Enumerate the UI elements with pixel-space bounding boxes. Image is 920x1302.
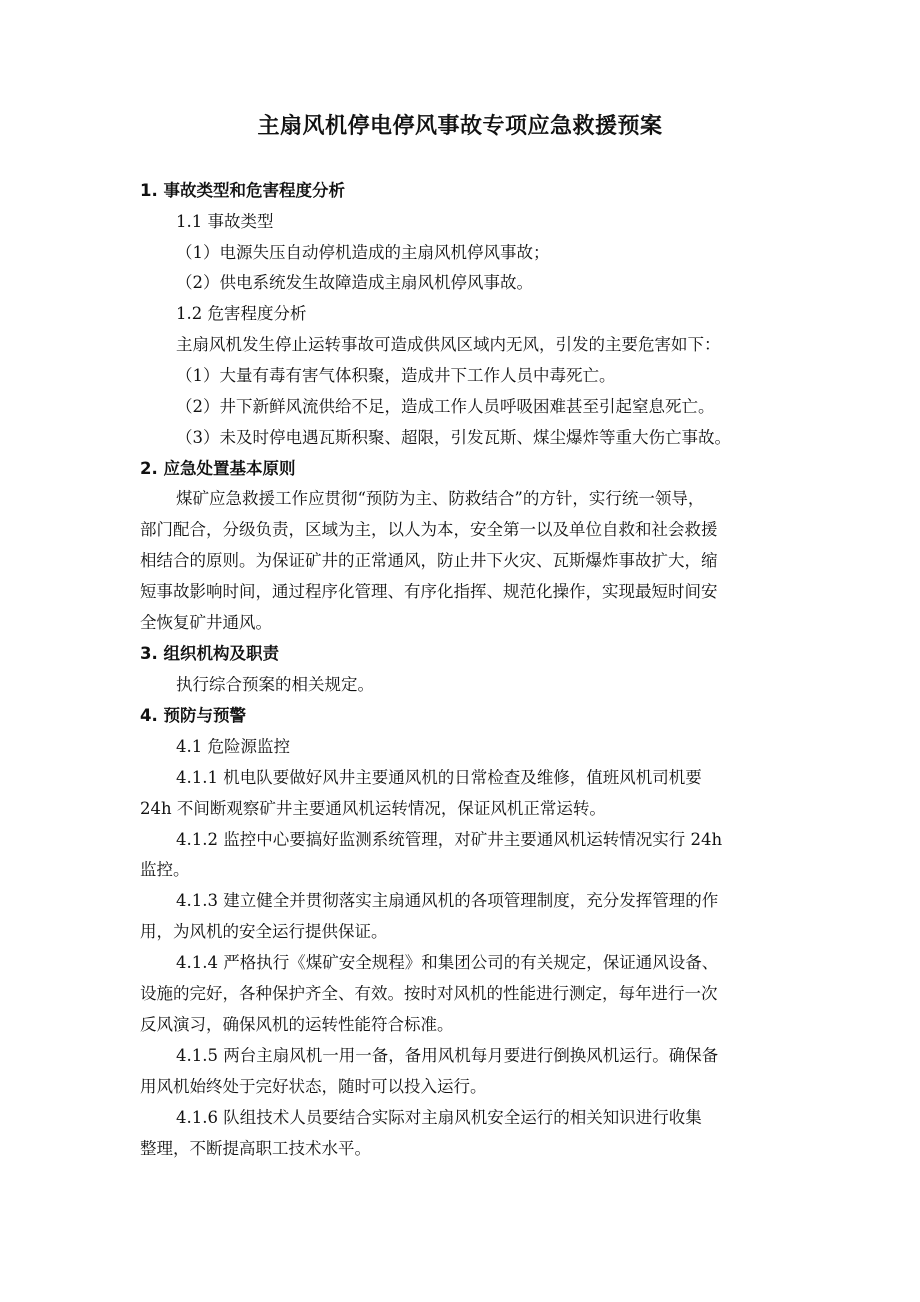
paragraph-line: 4.1.1 机电队要做好风井主要通风机的日常检查及维修，值班风机司机要 [176,768,702,787]
section-heading-3: 3. 组织机构及职责 [140,644,279,663]
paragraph-line: 整理，不断提高职工技术水平。 [140,1139,371,1158]
subsection-heading-1-2: 1.2 危害程度分析 [176,304,307,323]
paragraph-line: 相结合的原则。为保证矿井的正常通风，防止井下火灾、瓦斯爆炸事故扩大，缩 [140,551,718,570]
subsection-heading-1-1: 1.1 事故类型 [176,212,274,231]
paragraph-line: 监控。 [140,860,190,879]
paragraph-line: 反风演习，确保风机的运转性能符合标准。 [140,1015,454,1034]
list-item: （1）大量有毒有害气体积聚，造成井下工作人员中毒死亡。 [176,366,616,385]
paragraph-line: 用风机始终处于完好状态，随时可以投入运行。 [140,1077,487,1096]
paragraph-line: 4.1.5 两台主扇风机一用一备，备用风机每月要进行倒换风机运行。确保备 [176,1046,719,1065]
paragraph-line: 主扇风机发生停止运转事故可造成供风区域内无风，引发的主要危害如下： [176,335,721,354]
paragraph-line: 4.1.6 队组技术人员要结合实际对主扇风机安全运行的相关知识进行收集 [176,1108,702,1127]
list-item: （3）未及时停电遇瓦斯积聚、超限，引发瓦斯、煤尘爆炸等重大伤亡事故。 [176,428,731,447]
list-item: （2）井下新鲜风流供给不足，造成工作人员呼吸困难甚至引起窒息死亡。 [176,397,715,416]
list-item: （1）电源失压自动停机造成的主扇风机停风事故； [176,243,550,262]
paragraph-line: 执行综合预案的相关规定。 [176,675,374,694]
section-heading-1: 1. 事故类型和危害程度分析 [140,181,345,200]
section-heading-2: 2. 应急处置基本原则 [140,459,296,478]
subsection-heading-4-1: 4.1 危险源监控 [176,737,290,756]
list-item: （2）供电系统发生故障造成主扇风机停风事故。 [176,273,533,292]
paragraph-line: 煤矿应急救援工作应贯彻“预防为主、防救结合”的方针，实行统一领导， [176,489,705,508]
paragraph-line: 全恢复矿井通风。 [140,613,272,632]
paragraph-line: 4.1.3 建立健全并贯彻落实主扇通风机的各项管理制度，充分发挥管理的作 [176,891,719,910]
document-title: 主扇风机停电停风事故专项应急救援预案 [257,114,663,139]
paragraph-line: 4.1.4 严格执行《煤矿安全规程》和集团公司的有关规定，保证通风设备、 [176,953,719,972]
paragraph-line: 用，为风机的安全运行提供保证。 [140,922,388,941]
paragraph-line: 部门配合，分级负责，区域为主，以人为本，安全第一以及单位自救和社会救援 [140,520,718,539]
paragraph-line: 4.1.2 监控中心要搞好监测系统管理，对矿井主要通风机运转情况实行 24h [176,830,723,849]
paragraph-line: 设施的完好，各种保护齐全、有效。按时对风机的性能进行测定，每年进行一次 [140,984,718,1003]
paragraph-line: 短事故影响时间，通过程序化管理、有序化指挥、规范化操作，实现最短时间安 [140,582,718,601]
paragraph-line: 24h 不间断观察矿井主要通风机运转情况，保证风机正常运转。 [140,799,606,818]
section-heading-4: 4. 预防与预警 [140,706,246,725]
